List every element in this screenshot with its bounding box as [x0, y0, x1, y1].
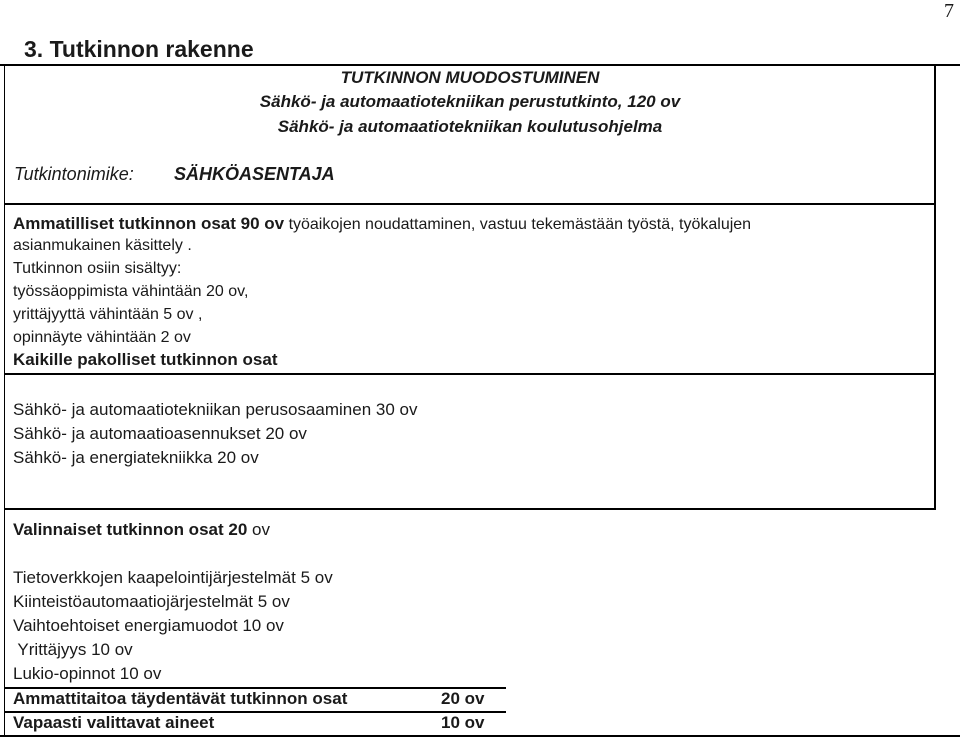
table-bottom-border: [0, 735, 960, 737]
degree-title-label: Tutkintonimike:: [14, 164, 134, 184]
list-item: työssäoppimista vähintään 20 ov,: [13, 283, 249, 300]
vocational-heading: Ammatilliset tutkinnon osat 90 ov: [13, 214, 285, 233]
table-top-border: [0, 64, 960, 66]
optional-heading-bold: Valinnaiset tutkinnon osat 20: [13, 520, 248, 539]
optional-heading-unit: ov: [247, 520, 270, 539]
list-item: Yrittäjyys 10 ov: [13, 640, 133, 659]
summary-value: 10 ov: [441, 713, 485, 732]
summary-value: 20 ov: [441, 689, 485, 708]
section-heading: 3. Tutkinnon rakenne: [24, 36, 254, 62]
summary-label: Vapaasti valittavat aineet: [13, 713, 215, 732]
degree-title-value: SÄHKÖASENTAJA: [174, 164, 335, 184]
header-degree: Sähkö- ja automaatiotekniikan perustutkinto, 120 ov: [259, 92, 681, 111]
summary-label: Ammattitaitoa täydentävät tutkinnon osat: [13, 689, 348, 708]
list-item: Sähkö- ja automaatioasennukset 20 ov: [13, 424, 307, 443]
list-item: Tietoverkkojen kaapelointijärjestelmät 5 ov: [13, 568, 333, 587]
vocational-includes: Tutkinnon osiin sisältyy:: [13, 260, 182, 277]
divider-vocational: [4, 203, 936, 205]
list-item: Sähkö- ja energiatekniikka 20 ov: [13, 448, 259, 467]
divider-optional: [4, 508, 936, 510]
list-item: Kiinteistöautomaatiojärjestelmät 5 ov: [13, 592, 290, 611]
table-left-border: [4, 64, 5, 736]
header-title: TUTKINNON MUODOSTUMINEN: [340, 68, 600, 87]
header-programme: Sähkö- ja automaatiotekniikan koulutusohjelma: [277, 117, 663, 136]
list-item: Vaihtoehtoiset energiamuodot 10 ov: [13, 616, 284, 635]
page-number: 7: [944, 0, 954, 22]
optional-heading: [13, 520, 270, 540]
list-item: Lukio-opinnot 10 ov: [13, 664, 162, 683]
list-item: yrittäjyyttä vähintään 5 ov ,: [13, 306, 203, 323]
vocational-desc-line1: työaikojen noudattaminen, vastuu tekemästään työstä, työkalujen: [288, 216, 752, 233]
divider-mandatory: [4, 373, 936, 375]
mandatory-heading: Kaikille pakolliset tutkinnon osat: [13, 350, 278, 369]
list-item: Sähkö- ja automaatiotekniikan perusosaaminen 30 ov: [13, 400, 418, 419]
list-item: opinnäyte vähintään 2 ov: [13, 329, 191, 346]
vocational-heading-line: [13, 214, 751, 234]
vocational-desc-line2: asianmukainen käsittely .: [13, 237, 192, 254]
